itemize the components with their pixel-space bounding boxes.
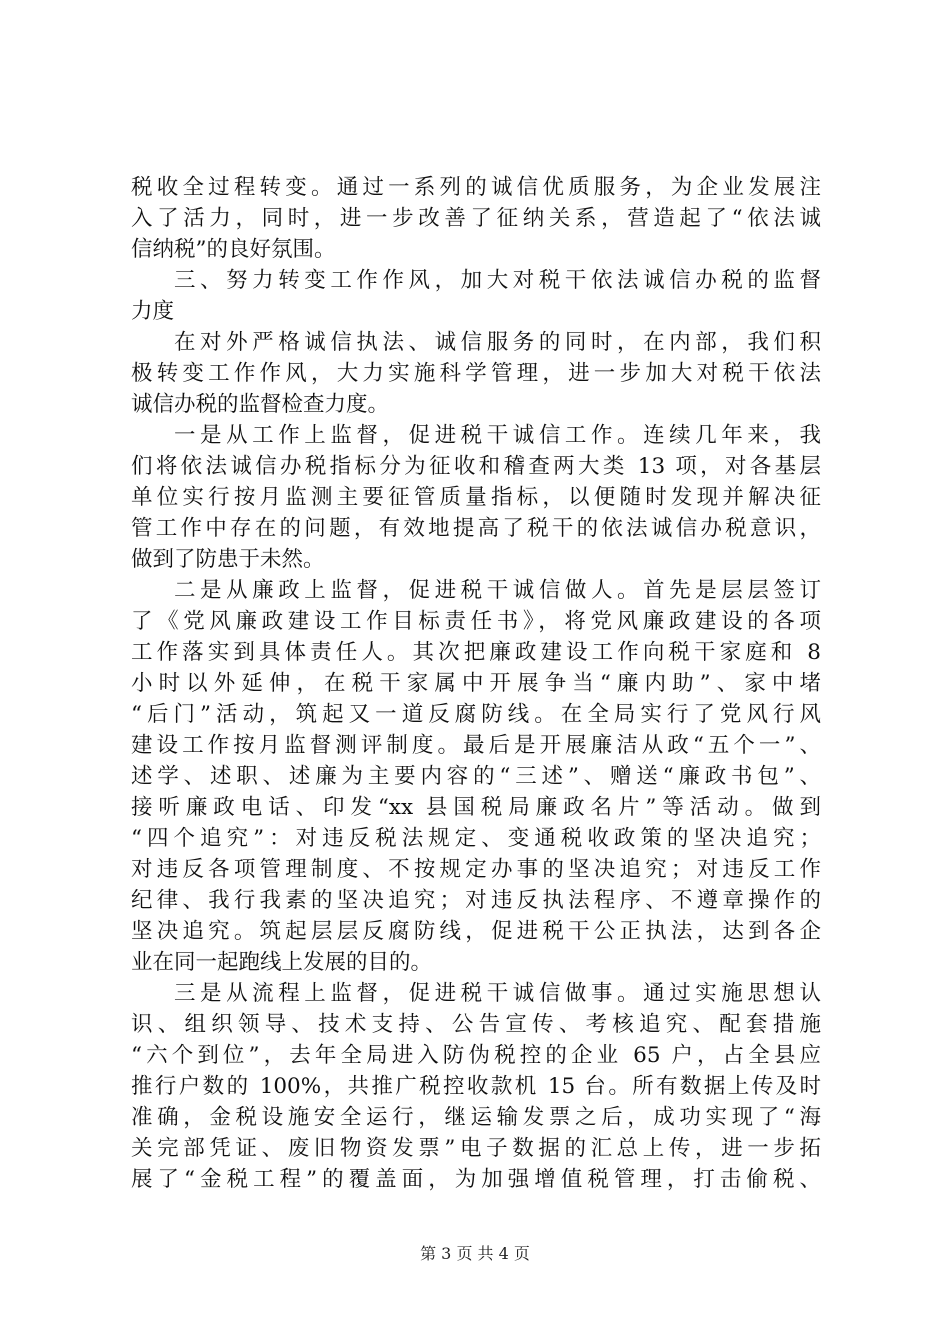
text-line: 做到了防患于未然。 (131, 547, 325, 572)
text-line: 推行户数的 100%，共推广税控收款机 15 台。所有数据上传及时 (131, 1074, 821, 1099)
text-line: 三是从流程上监督，促进税干诚信做事。通过实施思想认 (174, 981, 821, 1006)
text-line: 力度 (131, 299, 175, 324)
text-line: “后门”活动，筑起又一道反腐防线。在全局实行了党风行风 (131, 702, 821, 727)
text-line: 业在同一起跑线上发展的目的。 (131, 950, 433, 975)
text-line: “四个追究”：对违反税法规定、变通税收政策的坚决追究； (131, 826, 821, 851)
text-line: 了《党风廉政建设工作目标责任书》，将党风廉政建设的各项 (131, 609, 821, 634)
text-line: 坚决追究。筑起层层反腐防线，促进税干公正执法，达到各企 (131, 919, 821, 944)
text-line: 们将依法诚信办税指标分为征收和稽查两大类 13 项，对各基层 (131, 454, 821, 479)
text-line: 工作落实到具体责任人。其次把廉政建设工作向税干家庭和 8 (131, 640, 821, 665)
text-line: 三、努力转变工作作风，加大对税干依法诚信办税的监督 (174, 268, 821, 293)
text-line: 展了“金税工程”的覆盖面，为加强增值税管理，打击偷税、 (131, 1167, 821, 1192)
text-line: 诚信办税的监督检查力度。 (131, 392, 390, 417)
text-line: 述学、述职、述廉为主要内容的“三述”、赠送“廉政书包”、 (131, 764, 821, 789)
text-line: 纪律、我行我素的坚决追究；对违反执法程序、不遵章操作的 (131, 888, 821, 913)
text-line: 识、组织领导、技术支持、公告宣传、考核追究、配套措施 (131, 1012, 821, 1037)
text-line: 二是从廉政上监督，促进税干诚信做人。首先是层层签订 (174, 578, 821, 603)
text-line: 管工作中存在的问题，有效地提高了税干的依法诚信办税意识， (131, 516, 821, 541)
text-line: 在对外严格诚信执法、诚信服务的同时，在内部，我们积 (174, 330, 821, 355)
text-line: 对违反各项管理制度、不按规定办事的坚决追究；对违反工作 (131, 857, 821, 882)
text-line: 小时以外延伸，在税干家属中开展争当“廉内助”、家中堵 (131, 671, 821, 696)
text-line: 入了活力，同时，进一步改善了征纳关系，营造起了“依法诚 (131, 206, 821, 231)
text-line: 信纳税”的良好氛围。 (131, 237, 336, 262)
text-line: 接听廉政电话、印发“xx 县国税局廉政名片”等活动。做到 (131, 795, 821, 820)
text-line: 税收全过程转变。通过一系列的诚信优质服务，为企业发展注 (131, 175, 821, 200)
page-footer: 第 3 页 共 4 页 (420, 1244, 530, 1263)
text-line: 关完部凭证、废旧物资发票”电子数据的汇总上传，进一步拓 (131, 1136, 821, 1161)
document-body (131, 172, 821, 1195)
text-line: 极转变工作作风，大力实施科学管理，进一步加大对税干依法 (131, 361, 821, 386)
text-line: 建设工作按月监督测评制度。最后是开展廉洁从政“五个一”、 (131, 733, 821, 758)
text-line: 准确，金税设施安全运行，继运输发票之后，成功实现了“海 (131, 1105, 821, 1130)
text-line: 单位实行按月监测主要征管质量指标，以便随时发现并解决征 (131, 485, 821, 510)
text-line: “六个到位”，去年全局进入防伪税控的企业 65 户，占全县应 (131, 1043, 821, 1068)
text-line: 一是从工作上监督，促进税干诚信工作。连续几年来，我 (174, 423, 821, 448)
